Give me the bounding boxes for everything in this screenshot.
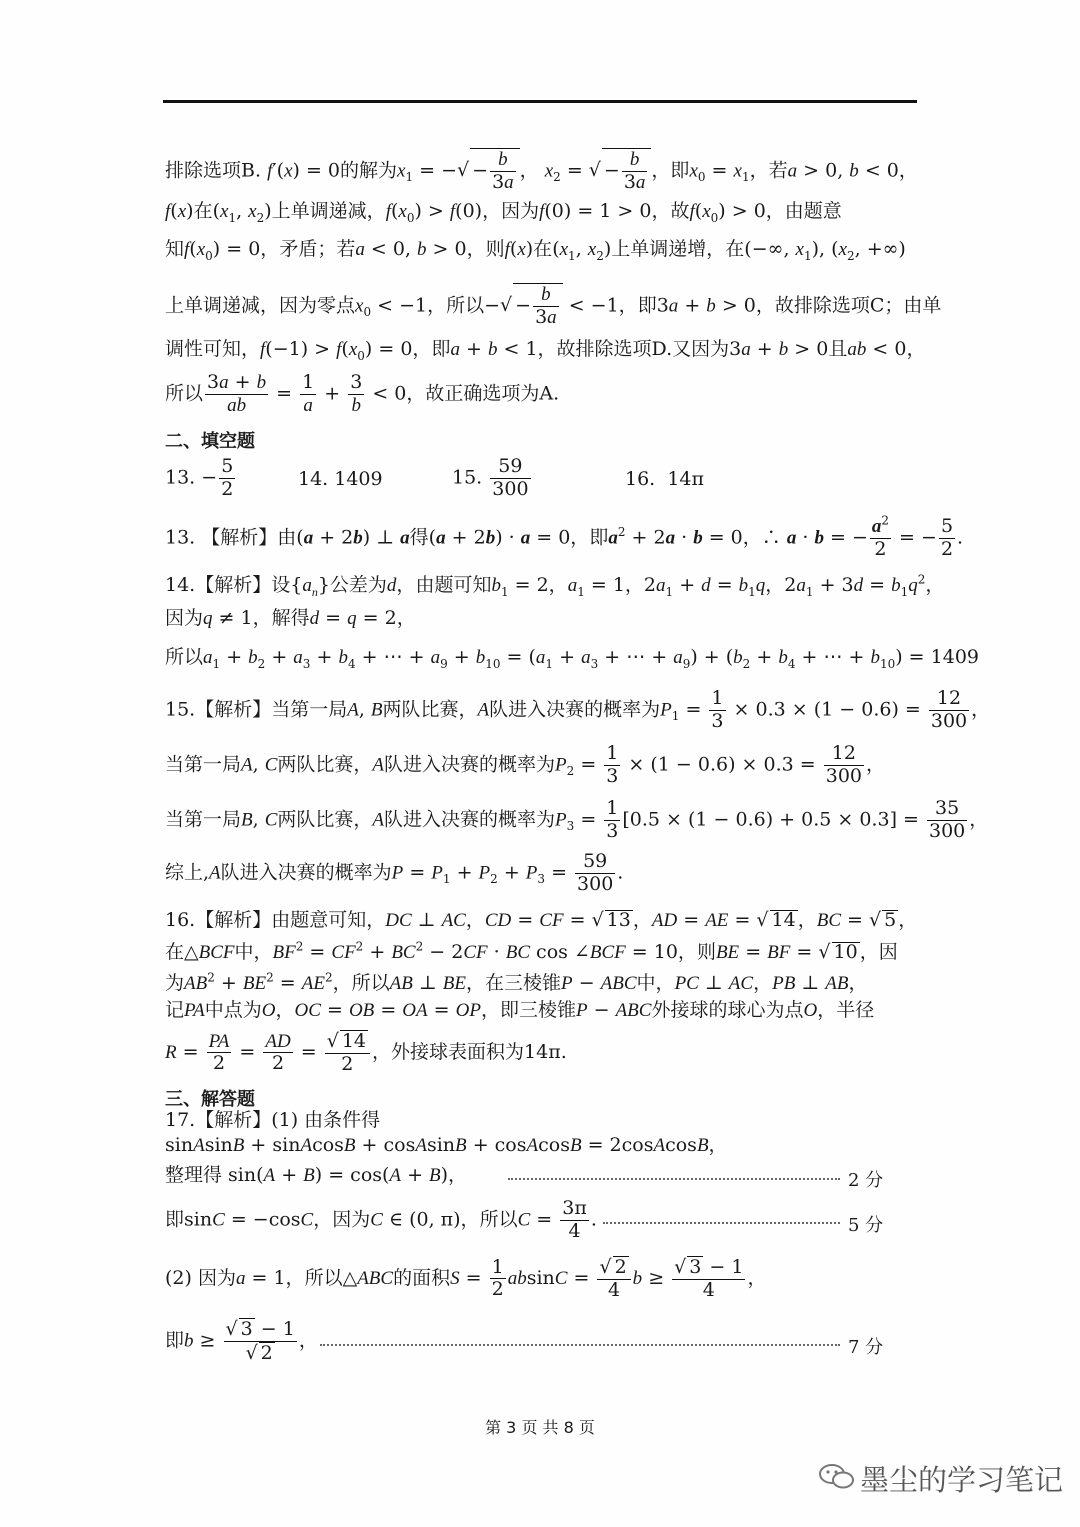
solution-17-line-3: 整理得 sin(A + B) = cos(A + B)， — [165, 1164, 468, 1186]
solution-13: 13. 【解析】由(a + 2b) ⊥ a得(a + 2b) · a = 0，即$a^2 + 2a \cdot b = 0$，∴ a · b = − $\frac{a^2}{2}$ = − $\frac{5}{2}$ . — [165, 513, 964, 560]
solution-17-line-4: 即sinC = −cosC，因为C ∈ (0, π)，所以C = $\frac{3\pi}{4}$ . — [165, 1197, 597, 1242]
dotted-leader — [508, 1178, 840, 1180]
score-5: 5 分 — [848, 1215, 884, 1236]
dotted-leader — [603, 1222, 840, 1224]
section-fill-blank: 二、填空题 — [165, 431, 255, 452]
text-line-5: 调性可知，$f(-1) > f(x_0) = 0$，即a + b < 1，故排除选项D.又因为3a + b > 0且ab < 0， — [165, 338, 926, 363]
solution-16-line-5: R = $\frac{PA}{2}$ = $\frac{AD}{2}$ = √ $\frac{14}{2}$ ，外接球表面积为14π. — [165, 1030, 567, 1076]
score-7: 7 分 — [848, 1337, 884, 1358]
solution-16-line-2: 在△BCF中，$BF^2 = CF^2 + BC^2 - 2CF$ · BC cos ∠BCF = 10，则BE = BF = √ 10 ，因 — [165, 942, 898, 962]
score-2: 2 分 — [848, 1170, 884, 1191]
wechat-icon — [818, 1462, 856, 1490]
solution-14-line-2: 因为q ≠ 1，解得d = q = 2， — [165, 607, 416, 629]
dotted-leader — [320, 1344, 840, 1346]
solution-17-line-6: 即b ≥ √ 3 − 1 √ 2 ， — [165, 1318, 318, 1365]
solution-14-line-1: 14.【解析】设$\{a_n\}$公差为d，由题可知$b_1 = 2$，$a_1 = 1$，$2a_1 + d = b_1q$，$2a_1 + 3d = b_1q^2$， — [165, 572, 945, 599]
text-line-4: 上单调递减，因为零点$x_0 < -1$，所以−√ − $\frac{b}{3a}$ < −1，即3a + b > 0，故排除选项C；由单 — [165, 283, 941, 329]
solution-15-line-3: 当第一局B, C两队比赛，A队进入决赛的概率为$P_3$ = $\frac{1}{3}$ [0.5 × (1 − 0.6) + 0.5 × 0.3] = $\frac{35}{300}$ ， — [165, 797, 989, 842]
solution-15-line-4: 综上,A队进入决赛的概率为$P = P_1 + P_2 + P_3$ = $\frac{59}{300}$ . — [165, 850, 624, 895]
solution-16-line-1: 16.【解析】由题意可知，DC ⊥ AC，CD = CF = √ 13 ，AD = AE = √ 14 ，BC = √ 5 ， — [165, 910, 917, 930]
text-line-1: 排除选项B. f′(x) = 0的解为$x_1$ = −√ − $\frac{b}{3a}$ ， $x_2$ = √ − $\frac{b}{3a}$ ，即$x_0 = x_1$，若a > 0, b < 0， — [165, 148, 918, 194]
solution-17-line-1: 17.【解析】(1) 由条件得 — [165, 1109, 381, 1131]
text-line-2: f(x)在($x_1$, $x_2$)上单调递减，$f(x_0) > f(0)$，因为f(0) = 1 > 0，故$f(x_0) > 0$，由题意 — [165, 200, 842, 225]
solution-17-line-2: sinAsinB + sinAcosB + cosAsinB + cosAcosB = 2cosAcosB， — [165, 1134, 728, 1156]
section-answers: 三、解答题 — [165, 1089, 255, 1110]
watermark: 墨尘的学习笔记 — [860, 1463, 1064, 1497]
answer-14: 14. 1409 — [298, 468, 383, 490]
text-line-3: 知$f(x_0) = 0$，矛盾；若a < 0, b > 0，则f(x)在($x_1$, $x_2$)上单调递增，在(−∞, $x_1$), ($x_2$, +∞) — [165, 238, 906, 263]
header-rule — [163, 100, 917, 103]
page-footer: 第 3 页 共 8 页 — [485, 1418, 595, 1437]
solution-15-line-1: 15.【解析】当第一局A, B两队比赛，A队进入决赛的概率为$P_1$ = $\frac{1}{3}$ × 0.3 × (1 − 0.6) = $\frac{12}{300}$ ， — [165, 687, 991, 732]
solution-17-line-5: (2) 因为a = 1，所以△ABC的面积S = $\frac{1}{2}$ absinC = √ $\frac{2}{4}$ b ≥ √ $\frac{3 - 1}{4}$ ， — [165, 1256, 766, 1302]
answer-15: 15. $\frac{59}{300}$ — [452, 455, 529, 500]
answer-16: 16. 14π — [625, 468, 704, 490]
solution-15-line-2: 当第一局A, C两队比赛，A队进入决赛的概率为$P_2$ = $\frac{1}{3}$ × (1 − 0.6) × 0.3 = $\frac{12}{300}$ ， — [165, 742, 886, 787]
solution-14-line-3: 所以$a_1 + b_2 + a_3 + b_4$ + ⋯ + $a_9 + b_{10} = (a_1 + a_3$ + ⋯ + $a_9) + (b_2 + b_4$ + ⋯ + $b_{10}) = 1409$ — [165, 646, 979, 671]
solution-16-line-4: 记PA中点为O，OC = OB = OA = OP，即三棱锥P − ABC外接球的球心为点O，半径 — [165, 999, 875, 1021]
solution-16-line-3: 为$AB^2 + BE^2 = AE^2$，所以AB ⊥ BE，在三棱锥P − ABC中，PC ⊥ AC，PB ⊥ AB， — [165, 970, 868, 994]
text-line-6: 所以 $\frac{3a + b}{ab}$ = $\frac{1}{a}$ + $\frac{3}{b}$ < 0，故正确选项为A. — [165, 371, 560, 416]
answer-13: 13. − $\frac{5}{2}$ — [165, 455, 234, 500]
